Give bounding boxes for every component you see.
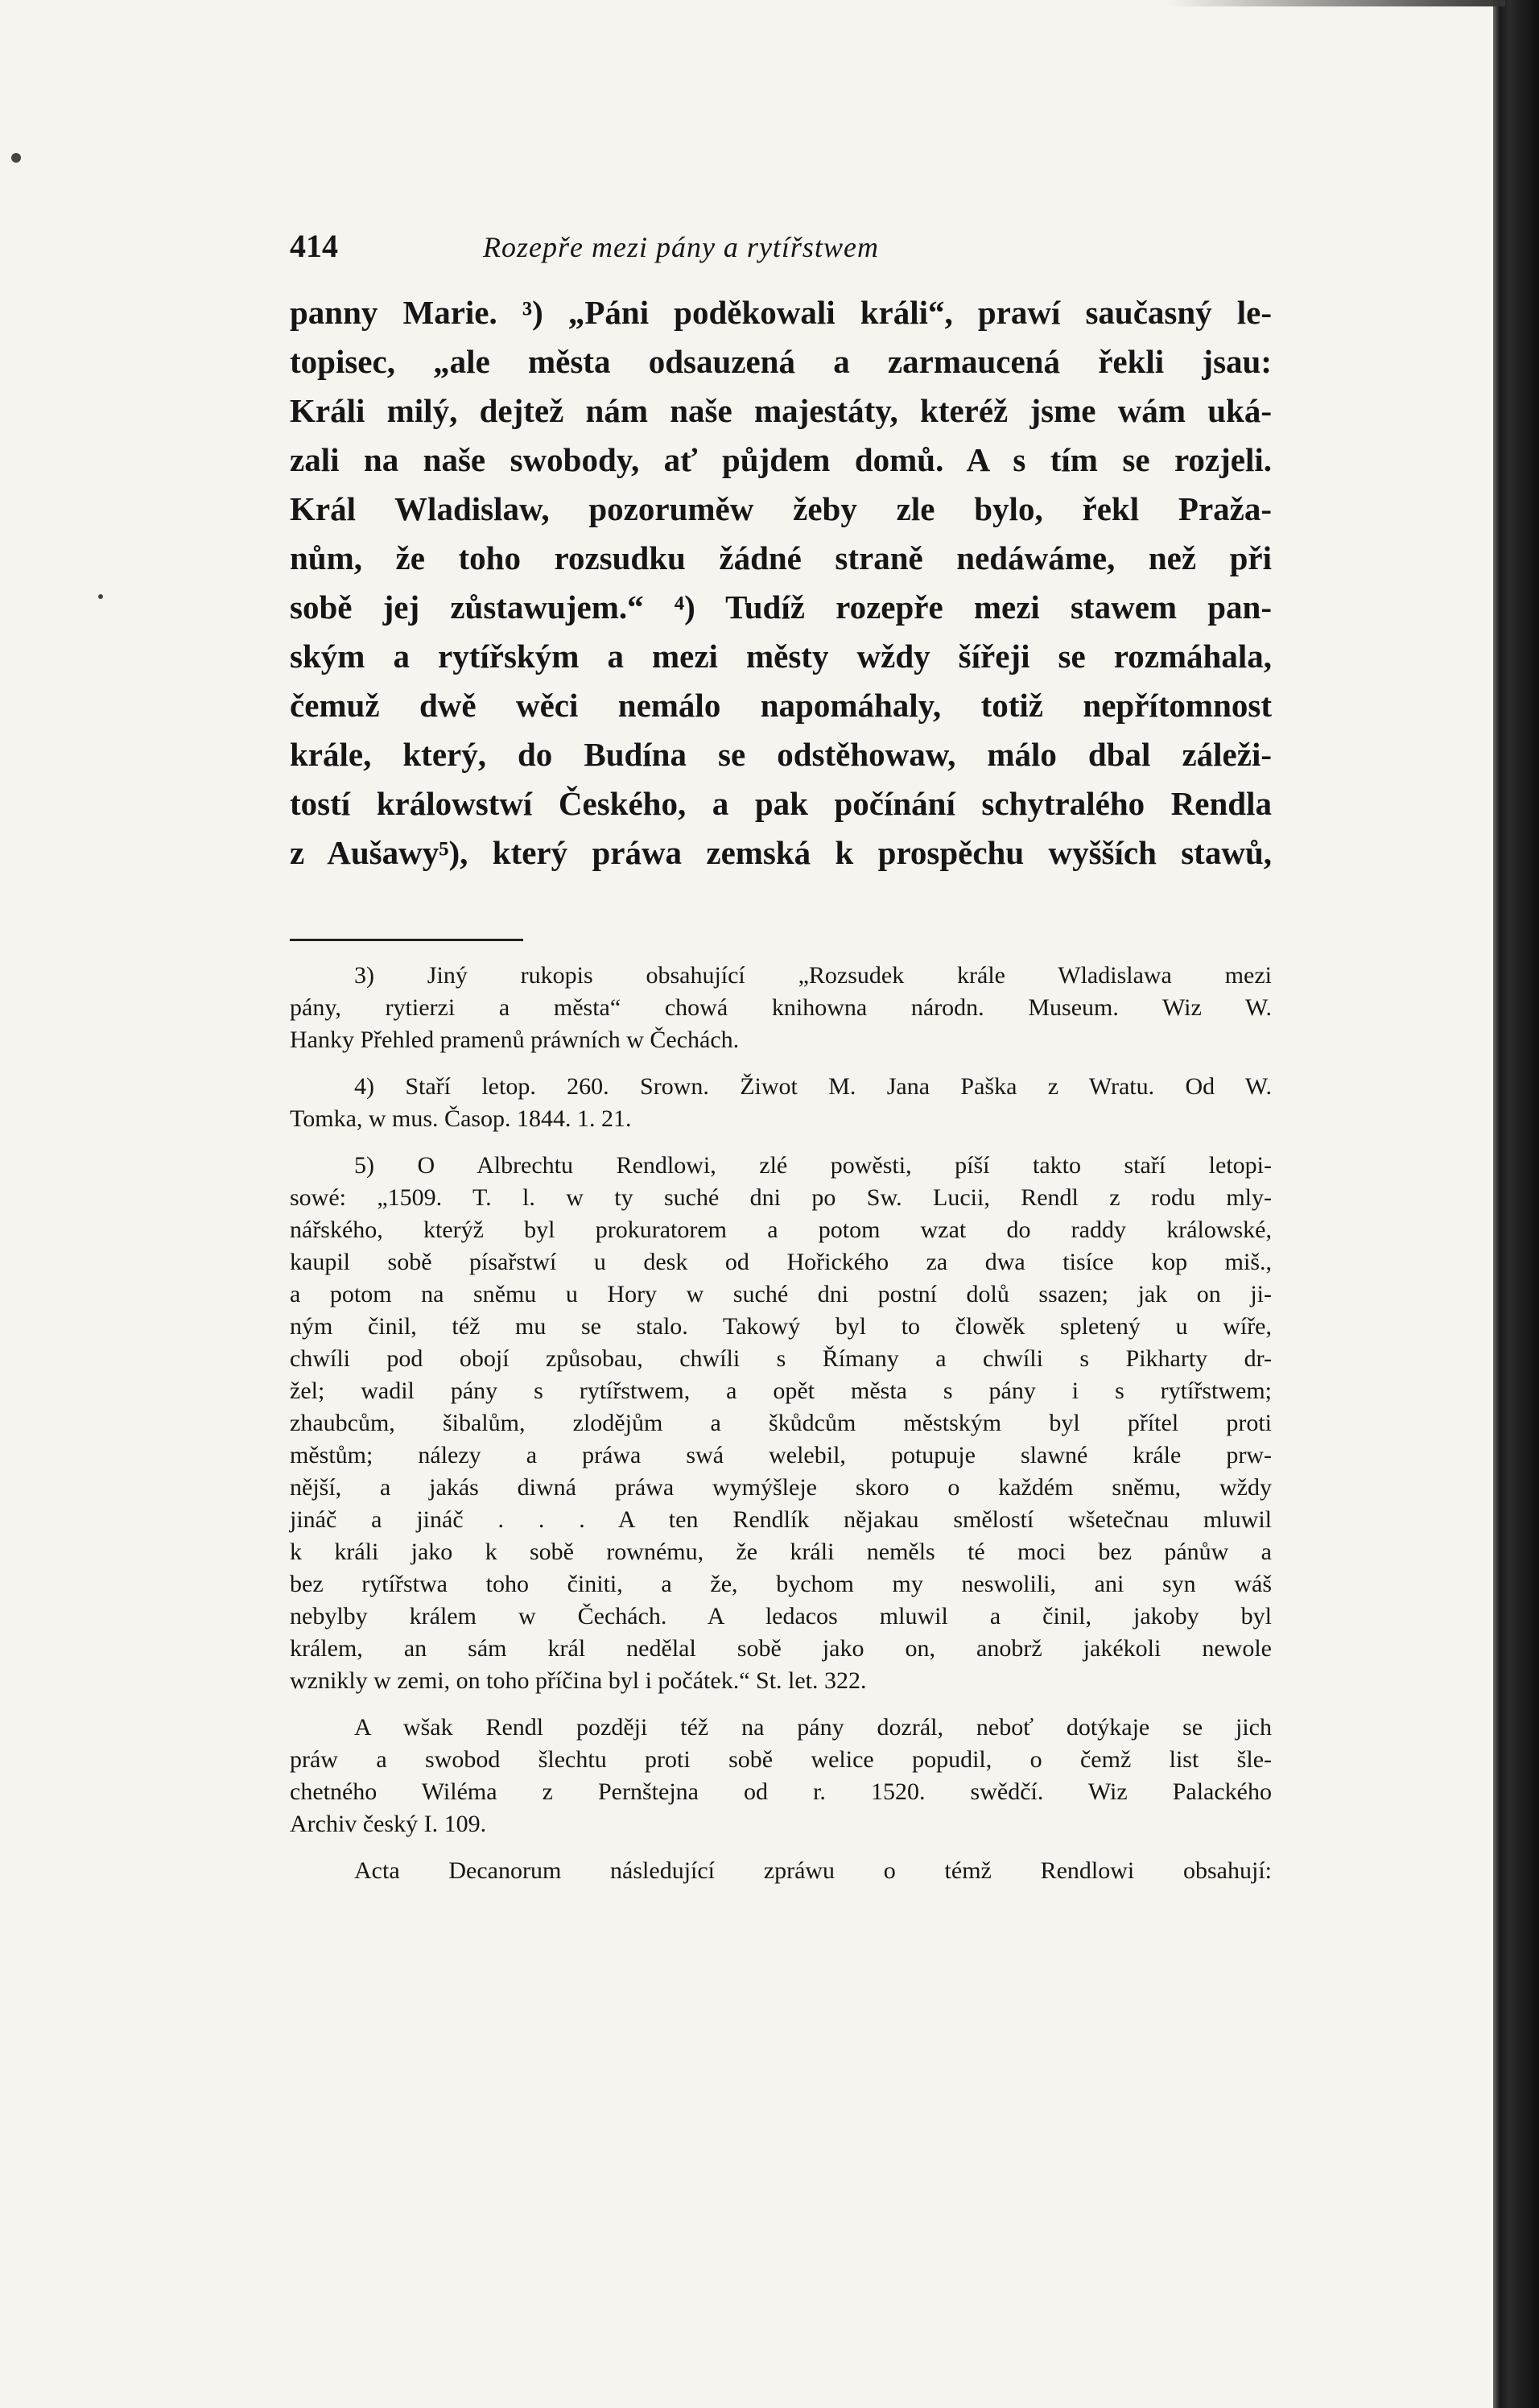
footnote-line: 3) Jiný rukopis obsahující „Rozsudek krále Wladislawa mezi — [354, 962, 1272, 989]
main-text — [290, 288, 1272, 878]
footnote-line: žel; wadil pány s rytířstwem, a opět města s pány i s rytířstwem; — [290, 1377, 1272, 1404]
footnote-line: zhaubcům, šibalům, zlodějům a škůdcům městským byl přítel proti — [290, 1410, 1272, 1436]
text-line: nům, že toho rozsudku žádné straně nedáwáme, než při — [290, 539, 1272, 576]
footnote-line: sowé: „1509. T. l. w ty suché dni po Sw. Lucii, Rendl z rodu mly- — [290, 1184, 1272, 1211]
footnote-line: městům; nálezy a práwa swá welebil, potupuje slawné krále prw- — [290, 1442, 1272, 1468]
footnote-line: wznikly w zemi, on toho příčina byl i počátek.“ St. let. 322. — [290, 1667, 867, 1694]
text-line: panny Marie. ³) „Páni poděkowali králi“, prawí saučasný le- — [290, 294, 1272, 331]
footnote-line: A wšak Rendl později též na pány dozrál, neboť dotýkaje se jich — [354, 1714, 1272, 1741]
ink-speck — [98, 594, 103, 599]
footnote-line: a potom na sněmu u Hory w suché dni postní dolů ssazen; jak on ji- — [290, 1281, 1272, 1307]
footnote-line: ným činil, též mu se stalo. Takowý byl to člowěk spletený u wíře, — [290, 1313, 1272, 1340]
footnote-separator — [290, 939, 523, 941]
page-header — [290, 227, 1304, 267]
text-line: tostí králowstwí Českého, a pak počínání schytralého Rendla — [290, 785, 1272, 822]
footnote-line: práw a swobod šlechtu proti sobě welice popudil, o čemž list šle- — [290, 1746, 1272, 1773]
footnotes — [290, 960, 1272, 1887]
page-edge-shadow — [1493, 0, 1539, 2408]
footnote-line: 4) Staří letop. 260. Srown. Žiwot M. Jana Paška z Wratu. Od W. — [354, 1073, 1272, 1100]
scan-top-band — [1167, 0, 1505, 6]
footnote-line: Hanky Přehled pramenů práwních w Čechách. — [290, 1026, 740, 1053]
text-line: Králi milý, dejtež nám naše majestáty, kteréž jsme wám uká- — [290, 392, 1272, 429]
footnote-line: nářského, kterýž byl prokuratorem a potom wzat do raddy králowské, — [290, 1216, 1272, 1243]
footnote-line: bez rytířstwa toho činiti, a že, bychom my neswolili, ani syn wáš — [290, 1571, 1272, 1597]
text-line: z Aušawy⁵), který práwa zemská k prospěchu wyšších stawů, — [290, 834, 1272, 871]
footnote-line: 5) O Albrechtu Rendlowi, zlé powěsti, píší takto staří letopi- — [354, 1152, 1272, 1179]
text-line: sobě jej zůstawujem.“ ⁴) Tudíž rozepře mezi stawem pan- — [290, 589, 1272, 626]
footnote-line: nější, a jakás diwná práwa wymýšleje skoro o každém sněmu, wždy — [290, 1474, 1272, 1501]
text-line: topisec, „ale města odsauzená a zarmaucená řekli jsau: — [290, 343, 1272, 380]
text-line: krále, který, do Budína se odstěhowaw, málo dbal záleži- — [290, 736, 1272, 773]
footnote-line: Acta Decanorum následující zpráwu o témž Rendlowi obsahují: — [354, 1857, 1272, 1884]
footnote-line: k králi jako k sobě rownému, že králi neměls té moci bez pánůw a — [290, 1539, 1272, 1565]
page-number: 414 — [290, 228, 338, 264]
footnote-line: nebylby králem w Čechách. A ledacos mluwil a činil, jakoby byl — [290, 1603, 1272, 1629]
ink-speck — [11, 153, 21, 163]
running-title: Rozepře mezi pány a rytířstwem — [483, 231, 879, 263]
footnote-line: chetného Wiléma z Pernštejna od r. 1520. swědčí. Wiz Palackého — [290, 1778, 1272, 1805]
footnote-line: králem, an sám král nedělal sobě jako on, anobrž jakékoli newole — [290, 1635, 1272, 1662]
text-line: zali na naše swobody, ať půjdem domů. A s tím se rozjeli. — [290, 441, 1272, 478]
footnote-line: jináč a jináč . . . A ten Rendlík nějakau smělostí wšetečnau mluwil — [290, 1506, 1272, 1533]
text-line: čemuž dwě wěci nemálo napomáhaly, totiž nepřítomnost — [290, 687, 1272, 724]
footnote-line: pány, rytierzi a města“ chowá knihowna národn. Museum. Wiz W. — [290, 994, 1272, 1021]
text-line: ským a rytířským a mezi městy wždy šířeji se rozmáhala, — [290, 638, 1272, 675]
footnote-line: kaupil sobě písařstwí u desk od Hořického za dwa tisíce kop miš., — [290, 1249, 1272, 1275]
footnote-line: Tomka, w mus. Časop. 1844. 1. 21. — [290, 1105, 632, 1132]
footnote-line: chwíli pod obojí způsobau, chwíli s Římany a chwíli s Pikharty dr- — [290, 1345, 1272, 1372]
footnote-line: Archiv český I. 109. — [290, 1811, 487, 1837]
text-line: Král Wladislaw, pozoruměw žeby zle bylo, řekl Praža- — [290, 490, 1272, 527]
